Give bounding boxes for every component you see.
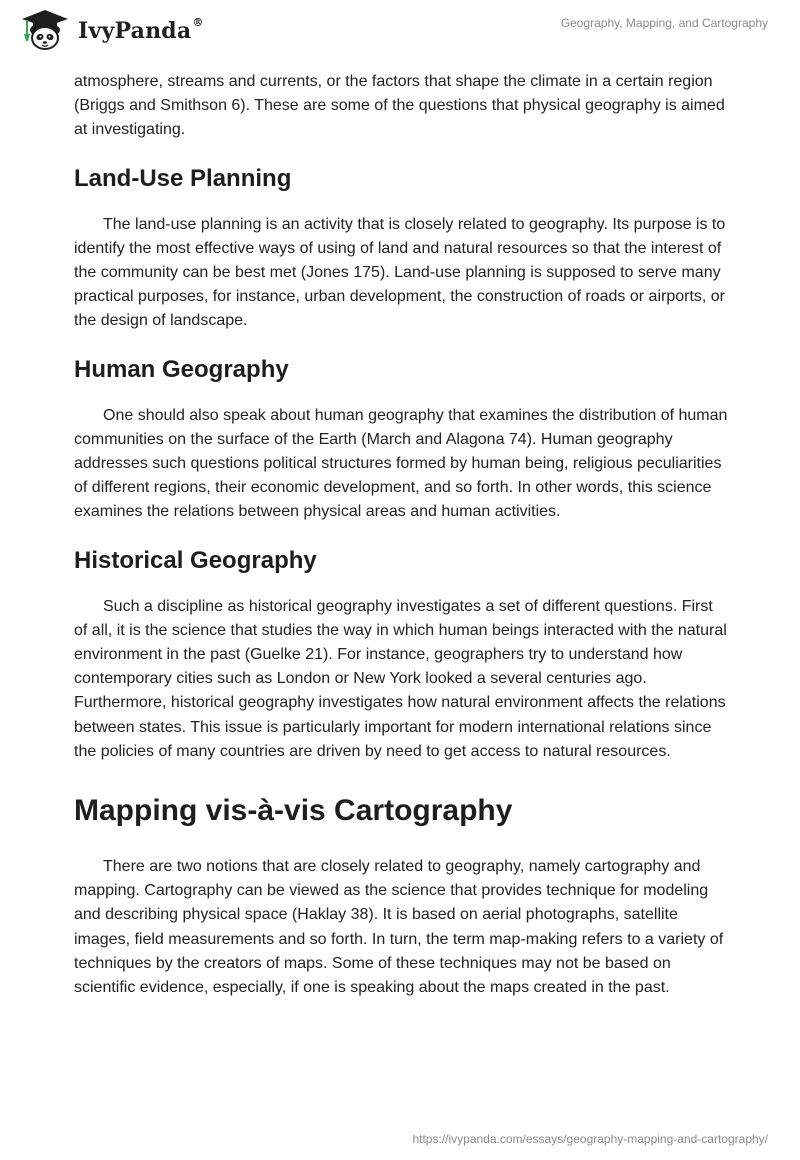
section-paragraph-land-use-planning: The land-use planning is an activity that is closely related to geography. Its purpose is to identify the most effective ways of using of land and natural resources so that the interest of the community can be best met (Jones 175). Land-use planning is supposed to serve many practical purposes, for instance, urban development, the construction of roads or airports, or the design of landscape. [74, 215, 726, 330]
essay-body [74, 70, 730, 1000]
intro-continuation-paragraph: atmosphere, streams and currents, or the factors that shape the climate in a certain region (Briggs and Smithson 6). These are some of the questions that physical geography is aimed at investigating. [74, 73, 725, 139]
source-url[interactable]: https://ivypanda.com/essays/geography-mapping-and-cartography/ [412, 1132, 768, 1146]
main-heading-mapping-vs-cartography: Mapping vis-à-vis Cartography [74, 794, 513, 828]
section-heading-historical-geography: Historical Geography [74, 546, 317, 574]
ivypanda-logo[interactable] [14, 8, 204, 52]
section-paragraph-human-geography: One should also speak about human geography that examines the distribution of human communities on the surface of the Earth (March and Alagona 74). Human geography addresses such questions political structures formed by human being, religious peculiarities of different regions, their economic development, and so forth. In other words, this science examines the relations between physical areas and human activities. [74, 406, 728, 521]
section-paragraph-mapping-vs-cartography: There are two notions that are closely related to geography, namely cartography and mapping. Cartography can be viewed as the science that provides technique for modeling and describing physical space (Haklay 38). It is based on aerial photographs, satellite images, field measurements and so forth. In turn, the term map-making refers to a variety of techniques by the creators of maps. Some of these techniques may not be based on scientific evidence, especially, if one is speaking about the maps created in the past. [74, 858, 724, 997]
section-heading-human-geography: Human Geography [74, 355, 289, 383]
running-title: Geography, Mapping, and Cartography [560, 16, 768, 30]
panda-graduation-cap-icon [14, 8, 72, 52]
brand-text: IvyPanda [78, 18, 192, 44]
section-heading-land-use-planning: Land-Use Planning [74, 164, 292, 192]
section-paragraph-historical-geography: Such a discipline as historical geography investigates a set of different questions. First of all, it is the science that studies the way in which human beings interacted with the natural environment in the past (Guelke 21). For instance, geographers try to understand how contemporary cities such as London or New York looked a several centuries ago. Furthermore, historical geography investigates how natural environment affects the relations between states. This issue is particularly important for modern international relations since the policies of many countries are driven by need to get access to natural resources. [74, 597, 727, 760]
registered-mark: ® [192, 16, 204, 29]
page-header [0, 0, 800, 60]
brand-name [78, 18, 204, 44]
